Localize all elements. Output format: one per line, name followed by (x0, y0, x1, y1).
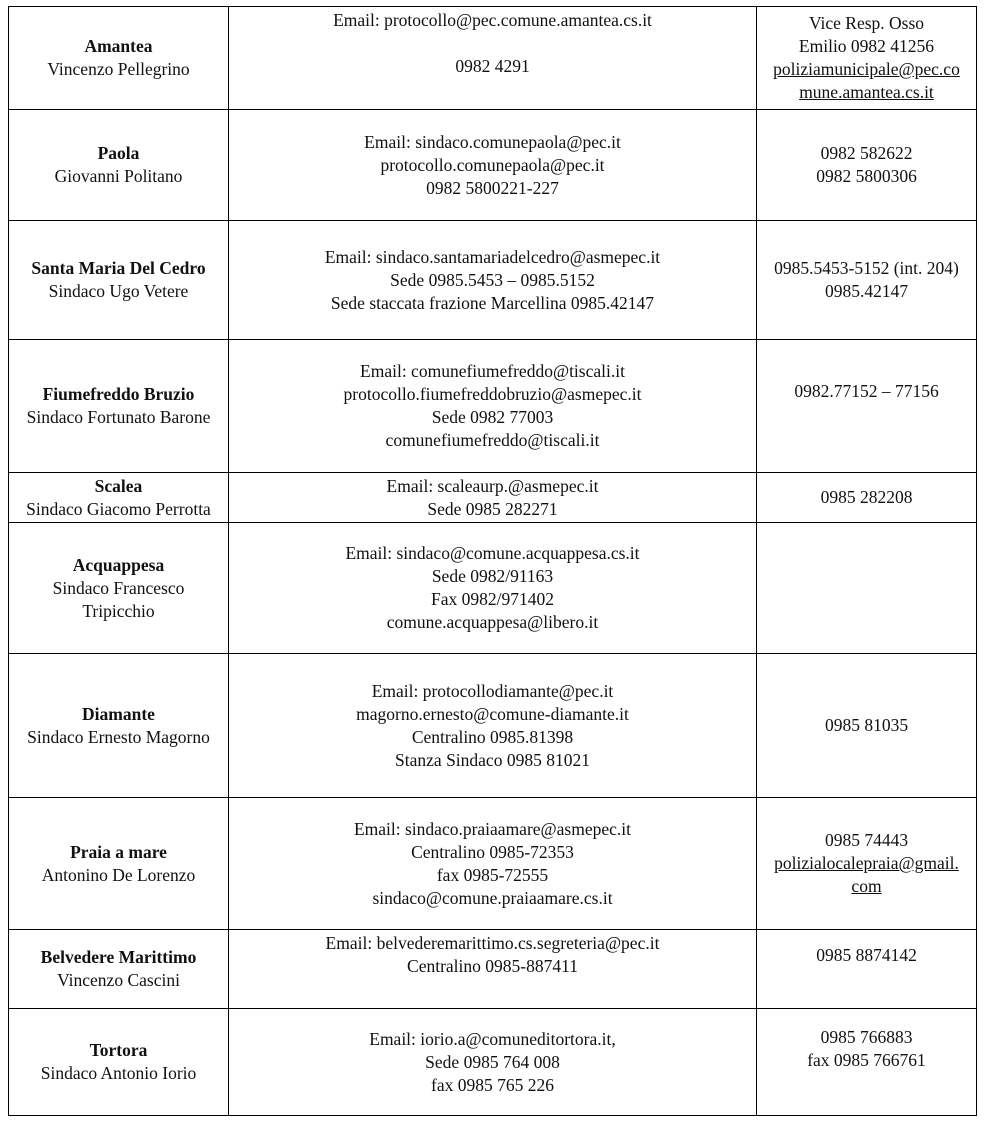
other-line: 0985.5453-5152 (int. 204) (774, 258, 959, 278)
mayor-name: Sindaco Ugo Vetere (48, 281, 189, 301)
other-line: 0982 582622 (820, 143, 913, 163)
other-line: 0985 81035 (824, 715, 909, 735)
email-link[interactable]: com (851, 876, 882, 896)
town-name: Diamante (82, 703, 155, 724)
contact-line: comune.acquappesa@libero.it (386, 612, 599, 632)
contacts-cell (229, 1009, 757, 1116)
contacts-cell (229, 473, 757, 523)
other-line: 0985.42147 (824, 281, 909, 301)
contact-line: 0982 5800221-227 (426, 177, 559, 198)
email-link[interactable]: poliziamunicipale@pec.co (773, 59, 960, 79)
contact-line: Email: sindaco.praiaamare@asmepec.it (353, 818, 632, 839)
municipality-cell (9, 798, 229, 930)
contacts-cell (229, 110, 757, 221)
other-line: fax 0985 766761 (807, 1050, 926, 1070)
contact-line: Email: iorio.a@comuneditortora.it, (369, 1028, 616, 1049)
contact-line: Email: belvederemarittimo.cs.segreteria@pec.it (325, 933, 660, 953)
other-cell (757, 221, 977, 340)
municipality-cell (9, 340, 229, 473)
table-row-praia-a-mare (9, 798, 977, 930)
table-row-belvedere-marittimo (9, 930, 977, 1009)
other-line: 0985 8874142 (816, 945, 917, 965)
table-row-paola (9, 110, 977, 221)
contact-line: protocollo.fiumefreddobruzio@asmepec.it (343, 384, 642, 404)
contact-line: protocollo.comunepaola@pec.it (380, 154, 605, 175)
municipality-contacts-table (8, 6, 977, 1116)
table-row-fiumefreddo-bruzio (9, 340, 977, 473)
mayor-name: Sindaco Ernesto Magorno (27, 726, 210, 747)
municipality-cell (9, 654, 229, 798)
contacts-cell (229, 340, 757, 473)
spacer (230, 32, 755, 55)
contact-line: Centralino 0985-72353 (411, 841, 574, 862)
mayor-name: Sindaco Fortunato Barone (26, 407, 211, 427)
other-cell (757, 930, 977, 1009)
table-row-diamante (9, 654, 977, 798)
table-row-acquappesa (9, 523, 977, 654)
contact-line: Email: protocollodiamante@pec.it (371, 680, 614, 701)
contact-line: Sede 0985 282271 (427, 498, 558, 519)
municipality-cell (9, 1009, 229, 1116)
contacts-cell (229, 798, 757, 930)
town-name: Santa Maria Del Cedro (31, 258, 206, 278)
mayor-name: Sindaco Antonio Iorio (40, 1063, 197, 1083)
contact-line: Stanza Sindaco 0985 81021 (395, 749, 590, 770)
other-line: 0982 5800306 (816, 166, 917, 186)
other-cell (757, 654, 977, 798)
other-cell (757, 1009, 977, 1116)
contact-line: Centralino 0985-887411 (407, 956, 578, 976)
email-link[interactable]: mune.amantea.cs.it (799, 82, 934, 102)
other-line: 0985 282208 (820, 487, 913, 507)
other-cell (757, 798, 977, 930)
mayor-name: Vincenzo Cascini (57, 970, 180, 990)
table-row-santa-maria-del-cedro (9, 221, 977, 340)
contacts-cell (229, 654, 757, 798)
contact-line: sindaco@comune.praiaamare.cs.it (372, 887, 613, 908)
mayor-name: Giovanni Politano (54, 166, 183, 186)
table-row-amantea (9, 7, 977, 110)
other-cell (757, 110, 977, 221)
other-line: 0982.77152 – 77156 (794, 381, 939, 401)
contact-line: Centralino 0985.81398 (411, 726, 574, 747)
contact-line: Email: sindaco.santamariadelcedro@asmepec.it (324, 246, 661, 267)
contact-line: magorno.ernesto@comune-diamante.it (356, 703, 629, 724)
other-line: Emilio 0982 41256 (798, 36, 935, 56)
town-name: Acquappesa (72, 554, 165, 575)
other-cell (757, 523, 977, 654)
contact-line: Sede 0985.5453 – 0985.5152 (390, 269, 595, 290)
other-line: 0985 766883 (820, 1027, 913, 1047)
table-row-scalea (9, 473, 977, 523)
town-name: Fiumefreddo Bruzio (42, 384, 195, 404)
contact-line: Sede staccata frazione Marcellina 0985.42147 (330, 292, 655, 313)
contact-line: Email: comunefiumefreddo@tiscali.it (360, 361, 625, 381)
municipality-cell (9, 110, 229, 221)
contact-line: Email: sindaco.comunepaola@pec.it (364, 131, 621, 152)
contact-line: Email: sindaco@comune.acquappesa.cs.it (345, 543, 640, 563)
other-cell (757, 473, 977, 523)
mayor-name: Vincenzo Pellegrino (47, 59, 190, 79)
contact-line: Fax 0982/971402 (431, 589, 554, 609)
contact-line: Email: protocollo@pec.comune.amantea.cs.it (333, 10, 652, 30)
municipality-cell (9, 221, 229, 340)
municipality-cell (9, 473, 229, 523)
contacts-cell (229, 7, 757, 110)
municipality-cell (9, 523, 229, 654)
town-name: Scalea (94, 475, 143, 496)
contacts-cell (229, 930, 757, 1009)
contact-line: 0982 4291 (455, 56, 530, 76)
contacts-cell (229, 523, 757, 654)
contact-line: Sede 0982/91163 (431, 566, 554, 586)
other-line: Vice Resp. Osso (808, 13, 925, 33)
mayor-name: Tripicchio (82, 600, 155, 621)
mayor-name: Sindaco Giacomo Perrotta (26, 498, 211, 519)
contact-line: fax 0985 765 226 (431, 1074, 554, 1095)
mayor-name: Antonino De Lorenzo (41, 864, 196, 885)
other-line: 0985 74443 (824, 830, 909, 850)
town-name: Amantea (84, 36, 153, 56)
town-name: Praia a mare (70, 841, 167, 862)
table-row-tortora (9, 1009, 977, 1116)
town-name: Belvedere Marittimo (40, 947, 197, 967)
municipality-cell (9, 930, 229, 1009)
other-cell (757, 7, 977, 110)
contact-line: Sede 0985 764 008 (425, 1051, 560, 1072)
email-link[interactable]: polizialocalepraia@gmail. (774, 853, 959, 873)
municipality-cell (9, 7, 229, 110)
contact-line: Email: scaleaurp.@asmepec.it (386, 475, 599, 496)
mayor-name: Sindaco Francesco (52, 577, 185, 598)
town-name: Tortora (89, 1040, 148, 1060)
contact-line: comunefiumefreddo@tiscali.it (385, 430, 600, 450)
contacts-cell (229, 221, 757, 340)
other-cell (757, 340, 977, 473)
contact-line: Sede 0982 77003 (431, 407, 554, 427)
contact-line: fax 0985-72555 (436, 864, 549, 885)
town-name: Paola (97, 143, 140, 163)
